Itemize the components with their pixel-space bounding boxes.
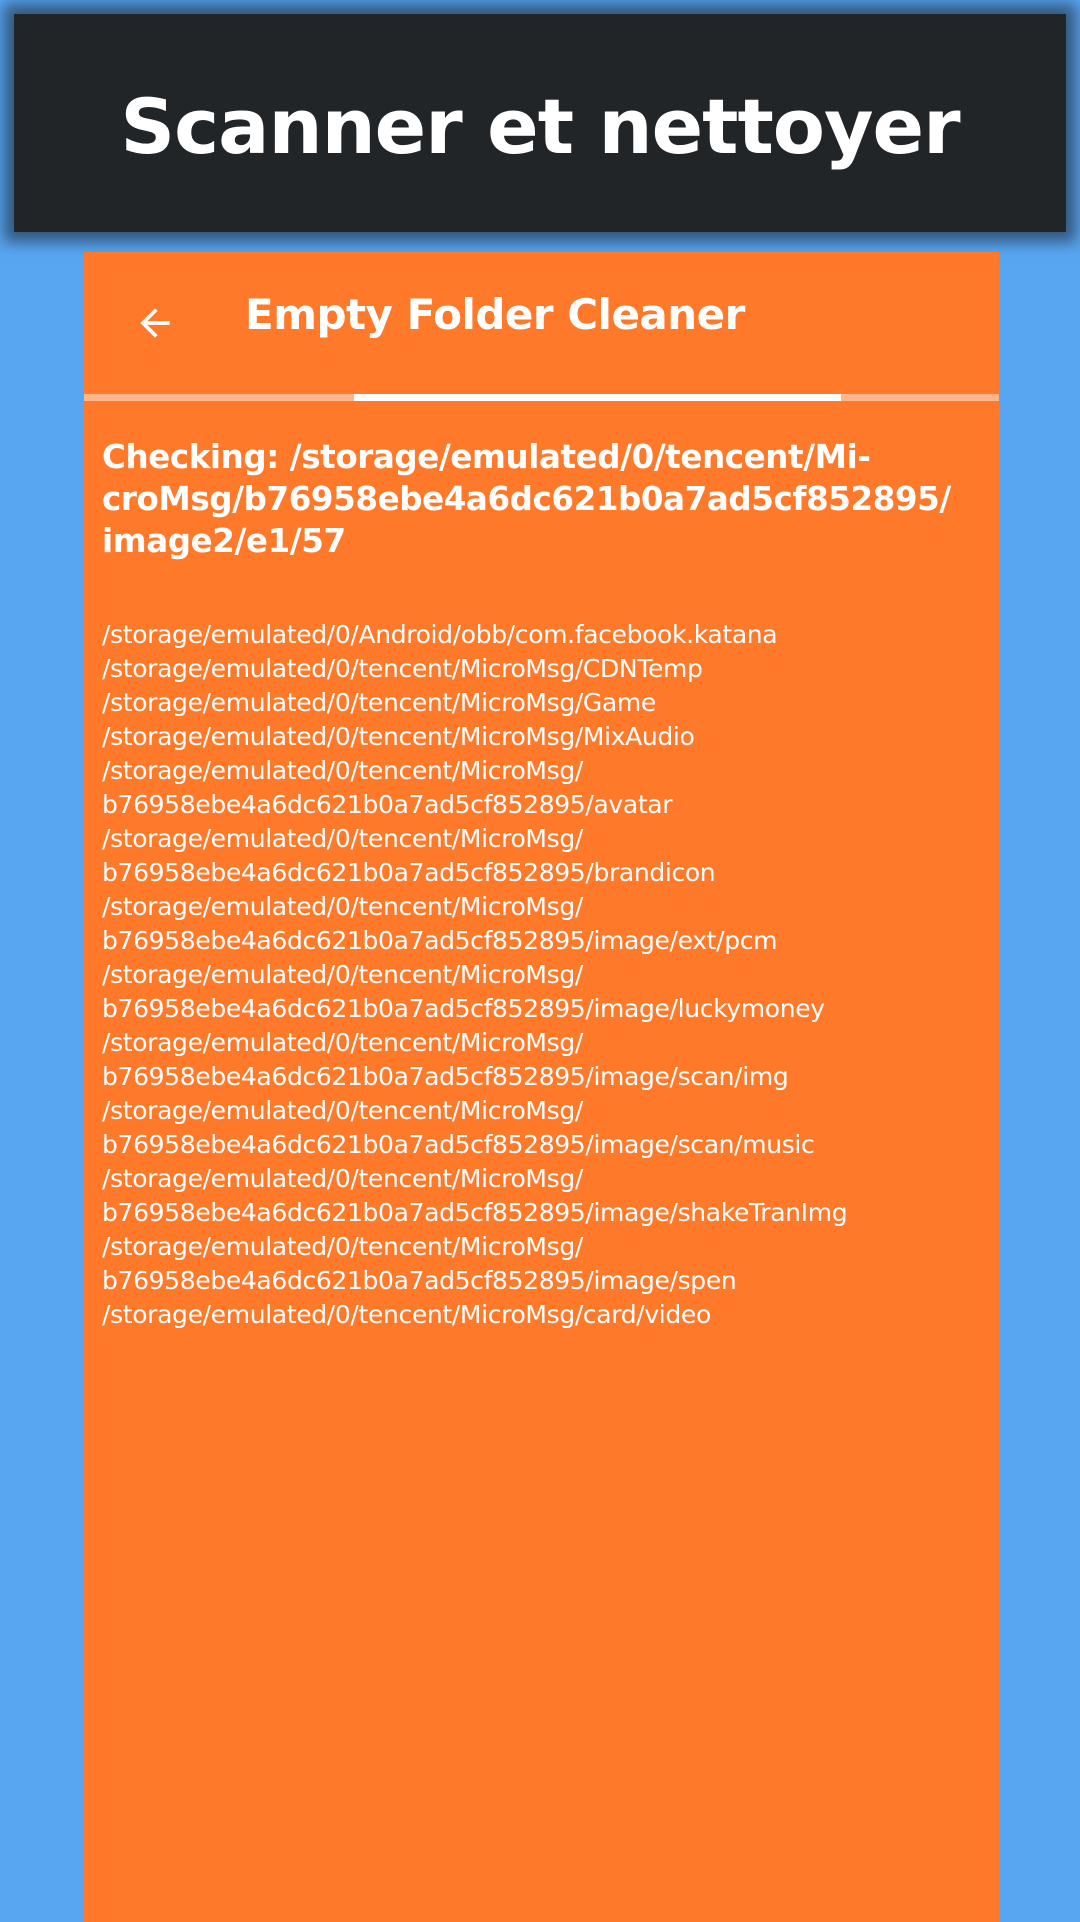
arrow-left-icon [133, 301, 177, 345]
checking-line: croMsg/b76958ebe4a6dc621b0a7ad5cf852895/ [102, 480, 951, 518]
folder-path-line: b76958ebe4a6dc621b0a7ad5cf852895/image/ext/pcm [102, 926, 778, 955]
folder-path-line: b76958ebe4a6dc621b0a7ad5cf852895/image/scan/music [102, 1130, 815, 1159]
banner-title: Scanner et nettoyer [120, 81, 960, 171]
folder-path-line: /storage/emulated/0/Android/obb/com.facebook.katana [102, 620, 778, 649]
folder-path-line: b76958ebe4a6dc621b0a7ad5cf852895/image/spen [102, 1266, 737, 1295]
checking-status [102, 436, 962, 562]
folder-path-line: /storage/emulated/0/tencent/MicroMsg/ [102, 892, 583, 921]
back-button[interactable] [120, 288, 190, 358]
app-title: Empty Folder Cleaner [245, 290, 745, 339]
checking-line: image2/e1/57 [102, 522, 346, 560]
scan-progress-indicator [354, 394, 841, 401]
folder-path-line: /storage/emulated/0/tencent/MicroMsg/ [102, 1096, 583, 1125]
app-screen [84, 252, 999, 1922]
folder-path-line: /storage/emulated/0/tencent/MicroMsg/ [102, 1028, 583, 1057]
promo-banner [14, 14, 1066, 232]
folder-path-line: b76958ebe4a6dc621b0a7ad5cf852895/image/shakeTranImg [102, 1198, 848, 1227]
folder-path-line: /storage/emulated/0/tencent/MicroMsg/ [102, 824, 583, 853]
folder-path-line: /storage/emulated/0/tencent/MicroMsg/card/video [102, 1300, 711, 1329]
folder-path-line: /storage/emulated/0/tencent/MicroMsg/MixAudio [102, 722, 695, 751]
folder-path-line: /storage/emulated/0/tencent/MicroMsg/ [102, 756, 583, 785]
app-bar [84, 252, 999, 394]
folder-path-line: b76958ebe4a6dc621b0a7ad5cf852895/image/luckymoney [102, 994, 825, 1023]
folder-path-line: /storage/emulated/0/tencent/MicroMsg/ [102, 1164, 583, 1193]
checking-line: Checking: /storage/emulated/0/tencent/Mi- [102, 438, 871, 476]
folder-path-line: b76958ebe4a6dc621b0a7ad5cf852895/avatar [102, 790, 673, 819]
folder-path-line: b76958ebe4a6dc621b0a7ad5cf852895/image/scan/img [102, 1062, 789, 1091]
folder-path-line: /storage/emulated/0/tencent/MicroMsg/ [102, 1232, 583, 1261]
empty-folder-list [102, 618, 982, 1332]
folder-path-line: /storage/emulated/0/tencent/MicroMsg/CDNTemp [102, 654, 703, 683]
folder-path-line: /storage/emulated/0/tencent/MicroMsg/Game [102, 688, 656, 717]
folder-path-line: /storage/emulated/0/tencent/MicroMsg/ [102, 960, 583, 989]
folder-path-line: b76958ebe4a6dc621b0a7ad5cf852895/brandicon [102, 858, 716, 887]
